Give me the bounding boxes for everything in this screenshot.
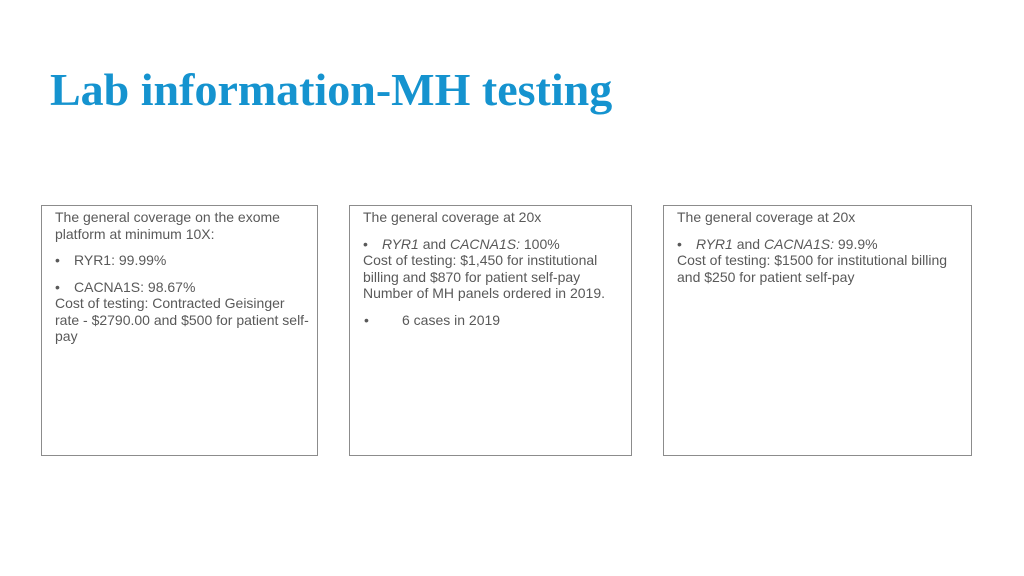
bullet-ryr1 — [55, 252, 309, 269]
bullet-dot: • — [55, 278, 60, 295]
bullet-cases — [363, 312, 623, 329]
coverage-text: The general coverage on the exome platform at minimum 10X: — [55, 209, 280, 242]
bullet-text: RYR1: 99.99% — [74, 252, 167, 268]
gene-ryr1: RYR1 — [696, 235, 733, 252]
bullet-dot: • — [363, 235, 368, 252]
bullet-text: CACNA1S: 98.67% — [74, 278, 196, 295]
coverage-text: The general coverage at 20x — [677, 209, 856, 225]
bullet-dot: • — [55, 252, 60, 268]
bullet-genes — [677, 236, 963, 253]
bullet-text: 6 cases in 2019 — [402, 311, 501, 328]
bullet-text — [696, 236, 878, 253]
gene-ryr1: RYR1 — [382, 235, 419, 252]
slide-title: Lab information-MH testing — [50, 64, 613, 115]
bullet-genes — [363, 236, 623, 253]
bullet-dot: • — [677, 235, 682, 252]
gene-cacna1s: CACNA1S: — [763, 235, 834, 252]
cost-text: Cost of testing: $1500 for institutional billing and $250 for patient self-pay — [677, 252, 948, 285]
gene-cacna1s: CACNA1S: — [449, 235, 520, 252]
cost-text: Cost of testing: $1,450 for institutional billing and $870 for patient self-pay — [363, 252, 598, 285]
coverage-percent: 100% — [523, 235, 560, 252]
cost-text: Cost of testing: Contracted Geisinger rate - $2790.00 and $500 for patient self-pay — [55, 295, 309, 344]
bullet-cacna1s — [55, 279, 309, 296]
panels-text: Number of MH panels ordered in 2019. — [363, 285, 606, 301]
coverage-percent: 99.9% — [837, 235, 878, 252]
exome-coverage-box — [41, 205, 318, 456]
lab2-coverage-box — [349, 205, 632, 456]
bullet-dot: • — [364, 311, 369, 328]
lab3-coverage-box — [663, 205, 972, 456]
and-text: and — [736, 235, 761, 252]
coverage-text: The general coverage at 20x — [363, 209, 542, 225]
bullet-text — [382, 236, 560, 253]
and-text: and — [422, 235, 447, 252]
